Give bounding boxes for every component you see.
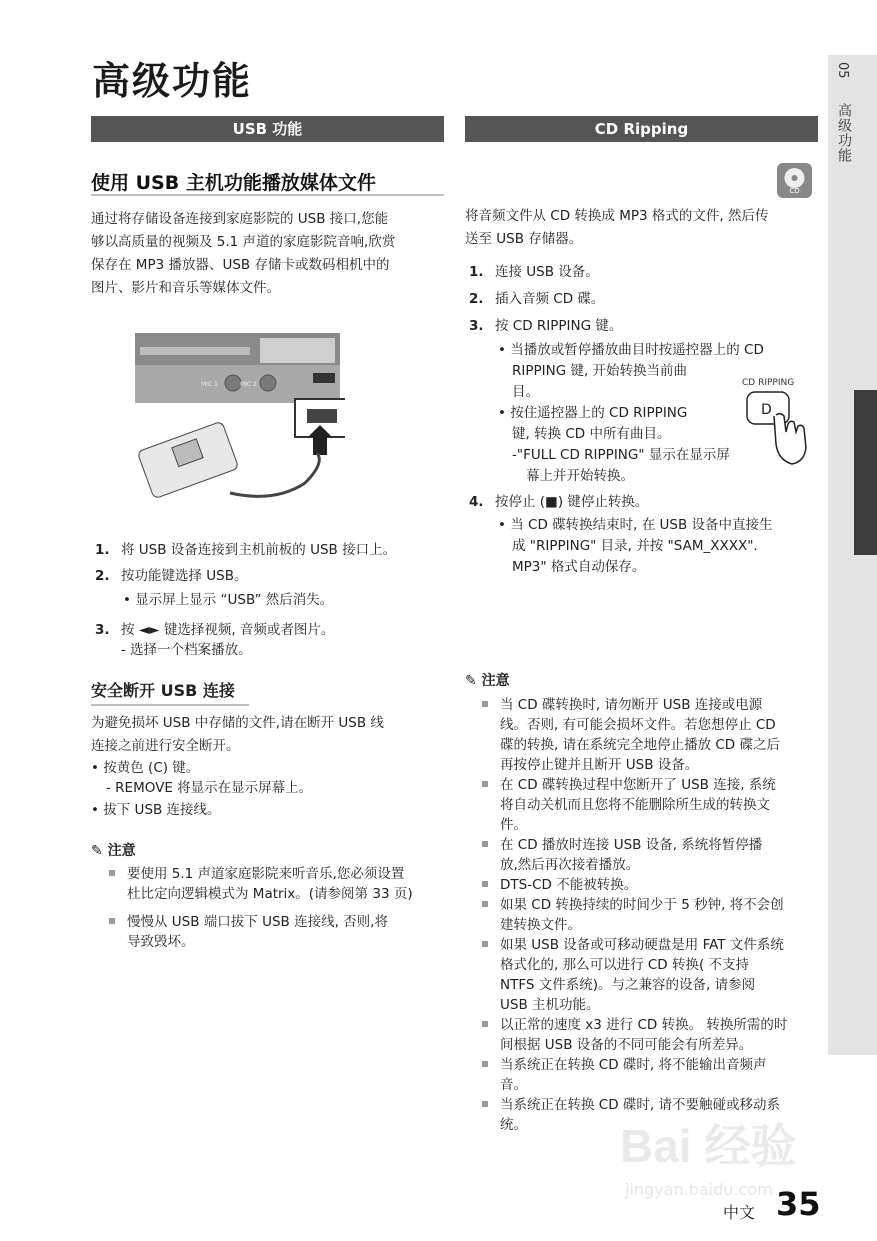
baidu-watermark-url: jingyan.baidu.com — [625, 1180, 773, 1199]
chapter-number: 05 — [835, 62, 850, 79]
remove-heading: 安全断开 USB 连接 — [91, 678, 249, 706]
right-note-title: ✎ 注意 — [465, 673, 510, 689]
note-pencil-icon: ✎ — [465, 673, 477, 689]
remove-bullet-2: • 拔下 USB 连接线。 — [91, 802, 221, 818]
cd-step-3-bullet-1: • 当播放或暂停播放曲目时按遥控器上的 CD RIPPING 键, 开始转换当前曲 目。 — [498, 342, 764, 400]
heading-rule — [91, 194, 444, 196]
usb-step-2: 2. 按功能键选择 USB。 — [95, 568, 248, 584]
cd-intro: 将音频文件从 CD 转换成 MP3 格式的文件, 然后传 送至 USB 存储器。 — [465, 208, 769, 247]
usb-step-2-bullet: • 显示屏上显示 “USB” 然后消失。 — [123, 592, 334, 608]
usb-step-1: 1. 将 USB 设备连接到主机前板的 USB 接口上。 — [95, 542, 397, 558]
usb-step-3-sub: - 选择一个档案播放。 — [121, 642, 252, 658]
right-note-2: 在 CD 碟转换过程中您断开了 USB 连接, 系统 将自动关机而且您将不能删除所生成的转换文 件。 — [482, 775, 822, 835]
cd-step-3-bullet-2: • 按住遥控器上的 CD RIPPING 键, 转换 CD 中所有曲目。 -"FULL CD RIPPING" 显示在显示屏 幕上并开始转换。 — [498, 405, 730, 484]
right-note-1: 当 CD 碟转换时, 请勿断开 USB 连接或电源 线。否则, 有可能会损坏文件。若您想停止 CD 碟的转换, 请在系统完全地停止播放 CD 碟之后 再按停止键并且断开 USB 设备。 — [482, 695, 822, 775]
left-note-title: ✎ 注意 — [91, 843, 136, 859]
cd-step-4: 4. 按停止 (■) 键停止转换。 — [469, 494, 649, 510]
svg-text:D: D — [761, 402, 772, 418]
baidu-watermark: Bai 经验 — [620, 1120, 797, 1172]
right-note-9: 当系统正在转换 CD 碟时, 请不要触碰或移动系 统。 — [482, 1095, 822, 1135]
usb-step-3: 3. 按 ◄► 键选择视频, 音频或者图片。 — [95, 622, 335, 638]
mic1-label: MIC 1 — [201, 381, 218, 388]
footer-language: 中文 — [723, 1203, 756, 1222]
chapter-label: 高级功能 — [836, 103, 852, 163]
remote-button-hand-icon — [744, 388, 810, 468]
mic2-label: MIC 2 — [240, 381, 257, 388]
right-note-3: 在 CD 播放时连接 USB 设备, 系统将暂停播 放,然后再次接着播放。 — [482, 835, 822, 875]
usb-heading: 使用 USB 主机功能播放媒体文件 — [91, 172, 376, 194]
cd-step-1: 1. 连接 USB 设备。 — [469, 264, 599, 280]
cd-step-2: 2. 插入音频 CD 碟。 — [469, 291, 605, 307]
right-note-7: 以正常的速度 x3 进行 CD 转换。 转换所需的时 间根据 USB 设备的不同可能会有所差异。 — [482, 1015, 822, 1055]
remove-intro: 为避免损坏 USB 中存储的文件,请在断开 USB 线 连接之前进行安全断开。 — [91, 715, 384, 754]
chapter-side-tab — [828, 55, 877, 1055]
left-note-2: 慢慢从 USB 端口拔下 USB 连接线, 否则,将 导致毁坏。 — [109, 912, 467, 952]
right-note-5: 如果 CD 转换持续的时间少于 5 秒钟, 将不会创 建转换文件。 — [482, 895, 822, 935]
remove-bullet-1-sub: - REMOVE 将显示在显示屏幕上。 — [106, 780, 313, 796]
usb-section-bar: USB 功能 — [91, 116, 444, 142]
cd-step-4-bullet: • 当 CD 碟转换结束时, 在 USB 设备中直接生 成 "RIPPING" 目录, 并按 "SAM_XXXX". MP3" 格式自动保存。 — [498, 517, 773, 575]
chapter-marker — [854, 390, 877, 555]
cd-ripping-section-bar: CD Ripping — [465, 116, 818, 142]
remote-cd-ripping-label: CD RIPPING — [742, 378, 795, 388]
remove-bullet-1: • 按黄色 (C) 键。 — [91, 760, 200, 776]
right-note-4: DTS-CD 不能被转换。 — [482, 875, 822, 895]
page-number: 35 — [776, 1185, 821, 1223]
right-note-6: 如果 USB 设备或可移动硬盘是用 FAT 文件系统 格式化的, 那么可以进行 CD 转换( 不支持 NTFS 文件系统)。与之兼容的设备, 请参阅 USB 主机功能。 — [482, 935, 822, 1015]
page-title: 高级功能 — [92, 59, 253, 103]
left-note-1: 要使用 5.1 声道家庭影院来听音乐,您必须设置 杜比定向逻辑模式为 Matrix。(请参阅第 33 页) — [109, 864, 467, 904]
usb-device-illustration — [135, 333, 345, 513]
cd-step-3: 3. 按 CD RIPPING 键。 — [469, 318, 623, 334]
cd-disc-icon: CD — [777, 163, 812, 198]
right-note-8: 当系统正在转换 CD 碟时, 将不能输出音频声 音。 — [482, 1055, 822, 1095]
usb-intro: 通过将存储设备连接到家庭影院的 USB 接口,您能 够以高质量的视频及 5.1 声道的家庭影院音响,欣赏 保存在 MP3 播放器、USB 存储卡或数码相机中的 图片、影片和音乐等媒体文件。 — [91, 211, 396, 296]
note-pencil-icon: ✎ — [91, 843, 103, 859]
right-notes-list — [482, 695, 822, 1135]
